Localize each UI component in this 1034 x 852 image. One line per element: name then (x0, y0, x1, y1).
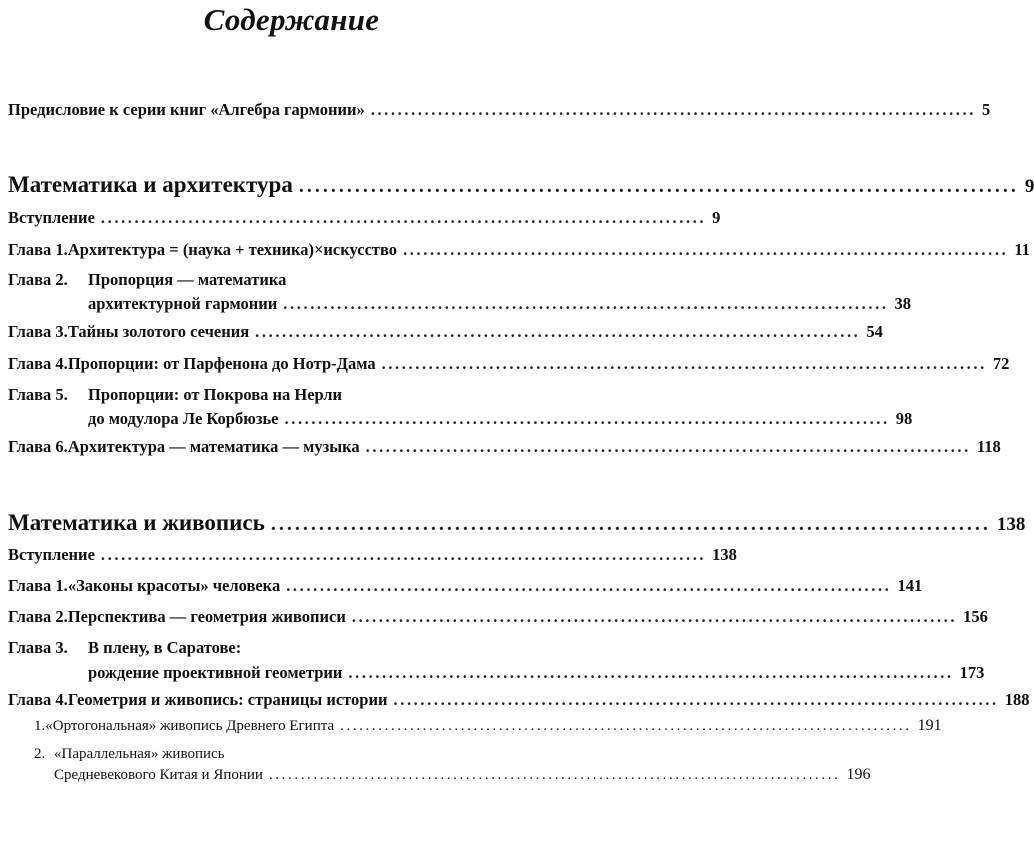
toc-page-number: 141 (897, 576, 923, 595)
chapter-label: Глава 3. (8, 638, 68, 657)
toc-page-number: 9 (1024, 176, 1034, 197)
toc-chapter[interactable] (0, 322, 883, 342)
toc-section[interactable] (0, 746, 871, 784)
chapter-title: Пропорции: от Покрова на Нерли (88, 385, 343, 404)
dot-leader: .......................................................................................... (340, 718, 912, 734)
section-title-continued: Средневекового Китая и Японии (54, 767, 263, 783)
chapter-title-continued: рождение проективной геометрии (88, 663, 343, 682)
toc-page-number: 38 (894, 294, 912, 313)
chapter-title-continued: архитектурной гармонии (88, 294, 278, 313)
toc-entry-preface[interactable] (0, 100, 991, 120)
chapter-label: Глава 3. (8, 322, 68, 341)
toc-page-number: 5 (981, 100, 991, 119)
chapter-title: Архитектура — математика — музыка (67, 437, 360, 456)
toc-entry-title: Вступление (8, 545, 95, 564)
page-title: Содержание (203, 2, 380, 37)
chapter-title: Геометрия и живопись: страницы истории (67, 690, 388, 709)
toc-page-number: 173 (959, 663, 985, 682)
chapter-title: Пропорция — математика (88, 270, 287, 289)
toc-part-title: Математика и живопись (8, 510, 265, 535)
toc-chapter[interactable] (0, 607, 988, 627)
toc-entry-intro[interactable] (0, 545, 737, 565)
toc-page-number: 11 (1014, 240, 1030, 259)
chapter-title-continued: до модулора Ле Корбюзье (88, 409, 279, 428)
toc-chapter[interactable] (0, 690, 1030, 710)
dot-leader: .......................................................................................... (381, 354, 987, 373)
toc-chapter[interactable] (0, 437, 1001, 457)
toc-page-number: 98 (895, 409, 913, 428)
toc-page-number: 156 (963, 607, 988, 626)
chapter-label: Глава 1. (8, 576, 68, 595)
chapter-label: Глава 2. (8, 270, 68, 289)
toc-entry-title: Вступление (8, 208, 95, 227)
dot-leader: .......................................................................................... (286, 576, 892, 595)
dot-leader: .......................................................................................... (351, 607, 958, 626)
dot-leader: .......................................................................................... (365, 437, 971, 456)
dot-leader: .......................................................................................... (268, 767, 841, 783)
toc-chapter[interactable] (0, 638, 985, 683)
toc-page-number: 188 (1004, 690, 1030, 709)
toc-chapter[interactable] (0, 270, 912, 314)
chapter-label: Глава 4. (8, 354, 68, 373)
chapter-title: Архитектура = (наука + техника)×искусство (67, 240, 398, 259)
toc-page-number: 118 (976, 437, 1001, 456)
section-number: 2. (34, 746, 46, 762)
section-title: «Ортогональная» живопись Древнего Египта (45, 718, 335, 734)
toc-page-number: 191 (917, 717, 942, 734)
toc-page-number: 9 (712, 208, 721, 227)
chapter-label: Глава 5. (8, 385, 68, 404)
chapter-title: Пропорции: от Парфенона до Нотр-Дама (67, 354, 376, 373)
chapter-title: В плену, в Саратове: (88, 638, 242, 657)
dot-leader: .......................................................................................... (348, 663, 954, 682)
toc-entry-title: Предисловие к серии книг «Алгебра гармонии» (8, 100, 365, 119)
toc-section[interactable] (0, 717, 942, 735)
toc-page-number: 72 (992, 354, 1010, 373)
toc-page-number: 196 (846, 766, 871, 783)
chapter-title: «Законы красоты» человека (67, 576, 281, 595)
toc-page-number: 54 (866, 322, 883, 341)
toc-chapter[interactable] (0, 576, 923, 596)
dot-leader: .......................................................................................... (100, 208, 707, 227)
chapter-title: Перспектива — геометрия живописи (67, 607, 346, 626)
dot-leader: .......................................................................................... (370, 100, 976, 119)
chapter-title: Тайны золотого сечения (67, 322, 250, 341)
dot-leader: .......................................................................................... (403, 240, 1009, 259)
dot-leader: .......................................................................................... (284, 409, 890, 428)
toc-page-number: 138 (996, 514, 1026, 535)
dot-leader: .......................................................................................... (298, 175, 1019, 197)
chapter-label: Глава 1. (8, 240, 68, 259)
chapter-label: Глава 2. (8, 607, 68, 626)
dot-leader: .......................................................................................... (100, 545, 707, 564)
dot-leader: .......................................................................................... (393, 690, 999, 709)
toc-chapter[interactable] (0, 385, 913, 429)
toc-part-painting[interactable] (0, 510, 1026, 536)
chapter-label: Глава 4. (8, 690, 68, 709)
dot-leader: .......................................................................................... (283, 294, 889, 313)
toc-part-title: Математика и архитектура (8, 172, 293, 197)
toc-chapter[interactable] (0, 240, 1030, 260)
dot-leader: .......................................................................................... (270, 513, 991, 535)
dot-leader: .......................................................................................... (255, 322, 861, 341)
section-title: «Параллельная» живопись (54, 746, 225, 762)
toc-page-number: 138 (712, 545, 737, 564)
chapter-label: Глава 6. (8, 437, 68, 456)
toc-entry-intro[interactable] (0, 208, 721, 228)
toc-part-architecture[interactable] (0, 172, 1034, 198)
toc-chapter[interactable] (0, 354, 1010, 374)
section-number: 1. (34, 718, 46, 734)
